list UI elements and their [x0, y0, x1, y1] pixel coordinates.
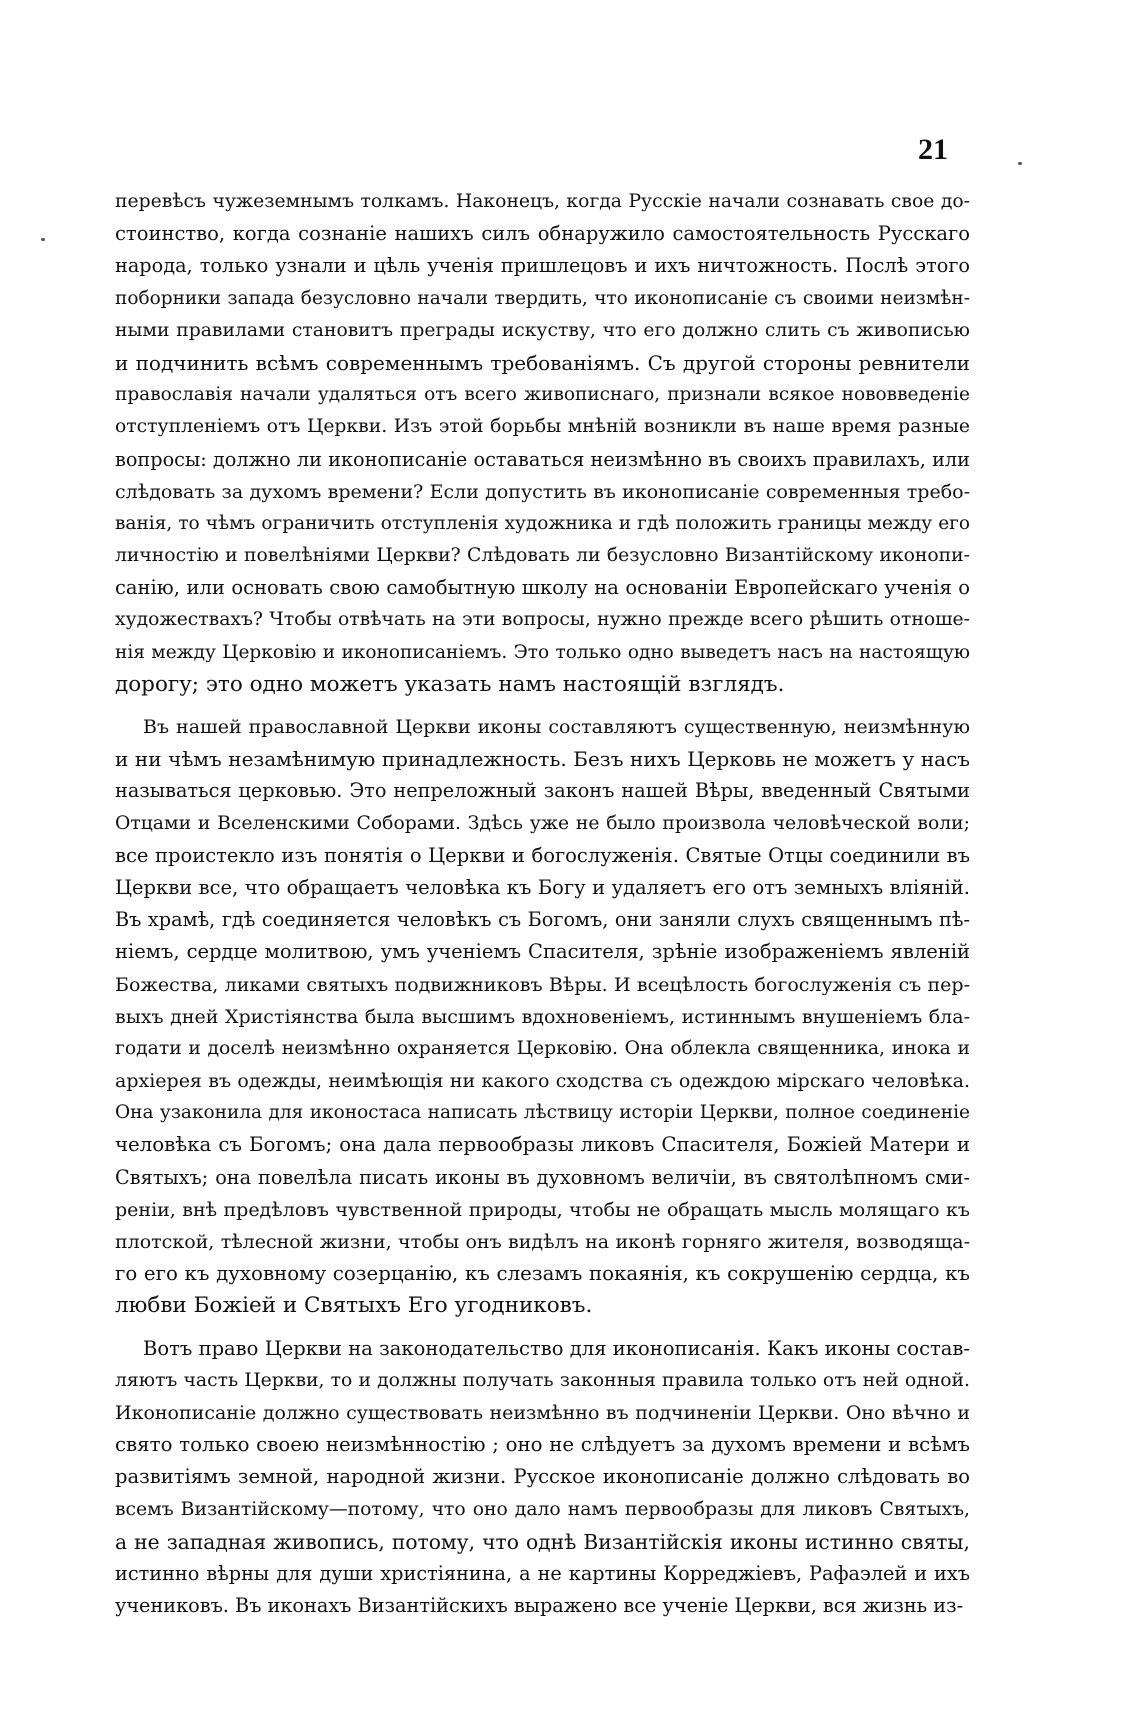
- page-number: 21: [918, 133, 948, 166]
- text-line: вопросы: должно ли иконописаніе оставаться неизмѣнно въ своихъ правилахъ, или: [115, 447, 970, 471]
- text-line: Въ нашей православной Церкви иконы составляютъ существенную, неизмѣнную: [143, 716, 970, 738]
- paragraph-gap: [115, 701, 970, 711]
- text-line: годати и доселѣ неизмѣнно охраняется Церковію. Она облекла священника, инока и: [115, 1037, 970, 1059]
- text-line: народа, только узнали и цѣль ученія пришлецовъ и ихъ ничтожность. Послѣ этого: [115, 254, 970, 278]
- text-line: человѣка съ Богомъ; она дала первообразы ликовъ Спасителя, Божіей Матери и: [115, 1133, 970, 1157]
- text-line: всемъ Византійскому—потому, что оно дало намъ первообразы для ликовъ Святыхъ,: [115, 1498, 970, 1520]
- text-line: ляютъ часть Церкви, то и должны получать законныя правила только отъ ней одной.: [115, 1369, 970, 1391]
- text-line: свято только своею неизмѣнностію ; оно не слѣдуетъ за духомъ времени и всѣмъ: [115, 1433, 970, 1457]
- text-line: поборники запада безусловно начали твердить, что иконописаніе съ своими неизмѣн-: [115, 287, 970, 309]
- text-line: и подчинить всѣмъ современнымъ требованіямъ. Съ другой стороны ревнители: [115, 350, 970, 375]
- scan-speck: [1018, 162, 1022, 165]
- body-text: [115, 186, 970, 1622]
- paragraph-3: [115, 1333, 970, 1623]
- text-line: называться церковью. Это непреложный законъ нашей Вѣры, введенный Святыми: [115, 779, 970, 803]
- text-line: все проистекло изъ понятія о Церкви и богослуженія. Святые Отцы соединили въ: [115, 843, 970, 867]
- text-line: Отцами и Вселенскими Соборами. Здѣсь уже не было произвола человѣческой воли;: [115, 812, 970, 834]
- text-line: выхъ дней Христіянства была высшимъ вдохновеніемъ, истиннымъ внушеніемъ бла-: [115, 1005, 970, 1028]
- text-line: учениковъ. Въ иконахъ Византійскихъ выражено все ученіе Церкви, вся жизнь из-: [115, 1594, 964, 1618]
- text-line: санію, или основать свою самобытную школу на основаніи Европейскаго ученія о: [115, 576, 970, 600]
- text-line: перевѣсъ чужеземнымъ толкамъ. Наконецъ, когда Русскіе начали сознавать свое до-: [115, 191, 970, 212]
- text-line: личностію и повелѣніями Церкви? Слѣдовать ли безусловно Византійскому иконопи-: [115, 545, 970, 567]
- text-line: а не западная живопись, потому, что однѣ Византійскія иконы истинно святы,: [115, 1529, 970, 1554]
- text-line: Божества, ликами святыхъ подвижниковъ Вѣры. И всецѣлость богослуженія съ пер-: [115, 973, 970, 996]
- text-line: го его къ духовному созерцанію, къ слезамъ покаянія, къ сокрушенію сердца, къ: [115, 1262, 970, 1286]
- text-line: архіерея въ одежды, неимѣющія ни какого сходства съ одеждою мірскаго человѣка.: [115, 1070, 970, 1093]
- text-line: Иконописаніе должно существовать неизмѣнно въ подчиненіи Церкви. Оно вѣчно и: [115, 1401, 970, 1424]
- text-line: Вотъ право Церкви на законодательство для иконописанія. Какъ иконы состав-: [143, 1336, 970, 1360]
- text-line: ными правилами становитъ преграды искуству, что его должно слить съ живописью: [115, 319, 970, 341]
- text-line: Церкви все, что обращаетъ человѣка къ Богу и удаляетъ его отъ земныхъ вліяній.: [115, 875, 970, 899]
- scan-speck: [41, 238, 45, 241]
- text-line: дорогу; это одно можетъ указать намъ настоящій взглядъ.: [115, 671, 785, 697]
- paragraph-gap: [115, 1323, 970, 1333]
- text-line: Въ храмѣ, гдѣ соединяется человѣкъ съ Богомъ, они заняли слухъ священнымъ пѣ-: [115, 908, 970, 932]
- text-line: ванія, то чѣмъ ограничить отступленія художника и гдѣ положить границы между его: [115, 512, 970, 534]
- text-line: православія начали удаляться отъ всего живописнаго, признали всякое нововведеніе: [115, 384, 970, 406]
- text-line: истинно вѣрны для души христіянина, а не картины Корреджіевъ, Рафаэлей и ихъ: [115, 1561, 970, 1585]
- text-line: художествахъ? Чтобы отвѣчать на эти вопросы, нужно прежде всего рѣшить отноше-: [115, 609, 970, 631]
- text-line: развитіямъ земной, народной жизни. Русское иконописаніе должно слѣдовать во: [115, 1465, 970, 1489]
- text-line: слѣдовать за духомъ времени? Если допустить въ иконописаніе современныя требо-: [115, 480, 970, 503]
- text-line: Святыхъ; она повелѣла писать иконы въ духовномъ величіи, въ святолѣпномъ сми-: [115, 1165, 970, 1189]
- text-line: плотской, тѣлесной жизни, чтобы онъ видѣлъ на иконѣ горняго жителя, возводяща-: [115, 1231, 970, 1253]
- text-line: любви Божіей и Святыхъ Его угодниковъ.: [115, 1293, 593, 1319]
- text-line: ніемъ, сердце молитвою, умъ ученіемъ Спасителя, зрѣніе изображеніемъ явленій: [115, 940, 970, 964]
- text-line: отступленіемъ отъ Церкви. Изъ этой борьбы мнѣній возникли въ наше время разные: [115, 416, 970, 438]
- text-line: реніи, внѣ предѣловъ чувственной природы, чтобы не обращать мысль молящаго къ: [115, 1198, 970, 1221]
- text-line: Она узаконила для иконостаса написать лѣствицу исторіи Церкви, полное соединеніе: [115, 1102, 970, 1124]
- text-line: нія между Церковію и иконописаніемъ. Это только одно выведетъ насъ на настоящую: [115, 641, 970, 663]
- paragraph-1: [115, 186, 970, 701]
- text-line: и ни чѣмъ незамѣнимую принадлежность. Безъ нихъ Церковь не можетъ у насъ: [115, 747, 970, 772]
- text-line: стоинство, когда сознаніе нашихъ силъ обнаружило самостоятельность Русскаго: [115, 222, 970, 246]
- paragraph-2: [115, 711, 970, 1323]
